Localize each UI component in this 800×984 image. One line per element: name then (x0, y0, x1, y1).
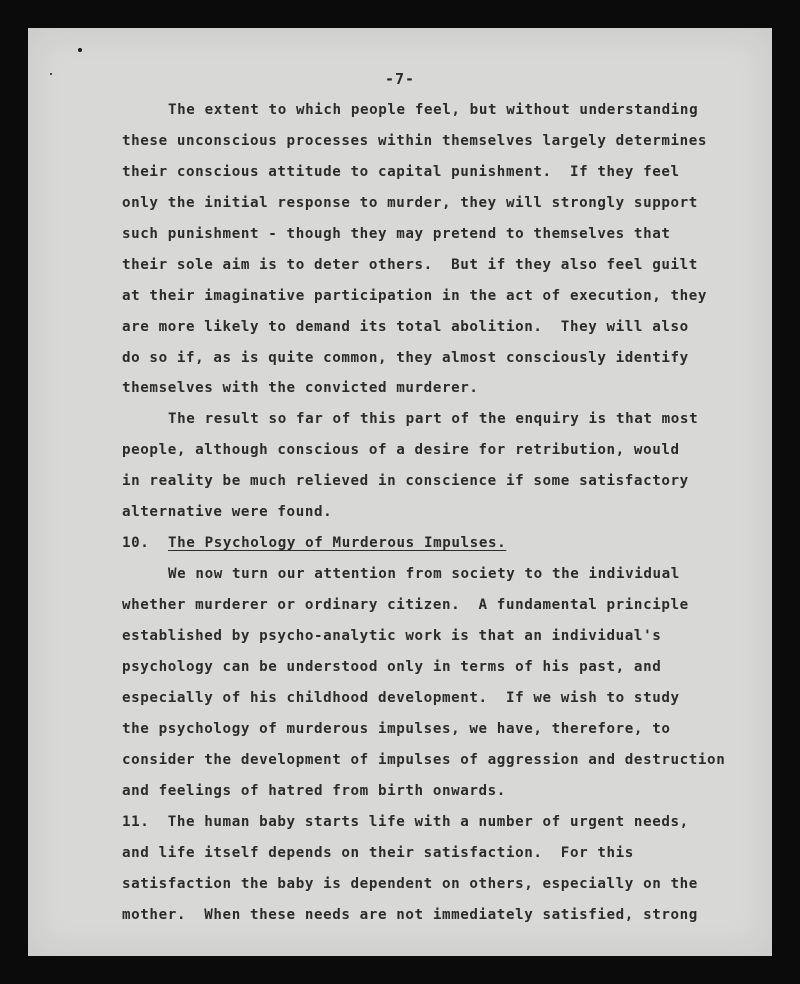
body-line: their sole aim is to deter others. But if they also feel guilt (122, 257, 698, 273)
body-line: alternative were found. (122, 504, 333, 520)
body-line: people, although conscious of a desire for retribution, would (122, 442, 680, 458)
body-line: The result so far of this part of the enquiry is that most (168, 411, 699, 427)
body-line: and feelings of hatred from birth onwards. (122, 783, 506, 799)
page-number: -7- (384, 70, 416, 88)
body-line: and life itself depends on their satisfaction. For this (122, 845, 634, 861)
body-line: only the initial response to murder, they will strongly support (122, 195, 698, 211)
body-line: 11. The human baby starts life with a number of urgent needs, (122, 814, 689, 830)
body-line: established by psycho-analytic work is that an individual's (122, 628, 662, 644)
body-line: satisfaction the baby is dependent on others, especially on the (122, 876, 698, 892)
body-line: their conscious attitude to capital punishment. If they feel (122, 164, 680, 180)
body-line: are more likely to demand its total abolition. They will also (122, 319, 689, 335)
body-line: do so if, as is quite common, they almost consciously identify (122, 350, 689, 366)
section-number: 10. (122, 535, 150, 551)
body-line: such punishment - though they may pretend to themselves that (122, 226, 671, 242)
body-line: whether murderer or ordinary citizen. A fundamental principle (122, 597, 689, 613)
body-line: in reality be much relieved in conscience if some satisfactory (122, 473, 689, 489)
body-line: We now turn our attention from society to the individual (168, 566, 680, 582)
body-line: especially of his childhood development. If we wish to study (122, 690, 680, 706)
body-line: the psychology of murderous impulses, we have, therefore, to (122, 721, 671, 737)
body-line: The extent to which people feel, but without understanding (168, 102, 699, 118)
document-page (28, 28, 772, 956)
body-line: at their imaginative participation in the act of execution, they (122, 288, 708, 304)
body-line: themselves with the convicted murderer. (122, 380, 479, 396)
body-line: psychology can be understood only in terms of his past, and (122, 659, 662, 675)
body-line: these unconscious processes within themselves largely determines (122, 133, 708, 149)
section-heading: The Psychology of Murderous Impulses. (168, 535, 507, 551)
body-line: consider the development of impulses of aggression and destruction (122, 752, 726, 768)
body-line: mother. When these needs are not immediately satisfied, strong (122, 907, 698, 923)
margin-mark (78, 48, 82, 52)
